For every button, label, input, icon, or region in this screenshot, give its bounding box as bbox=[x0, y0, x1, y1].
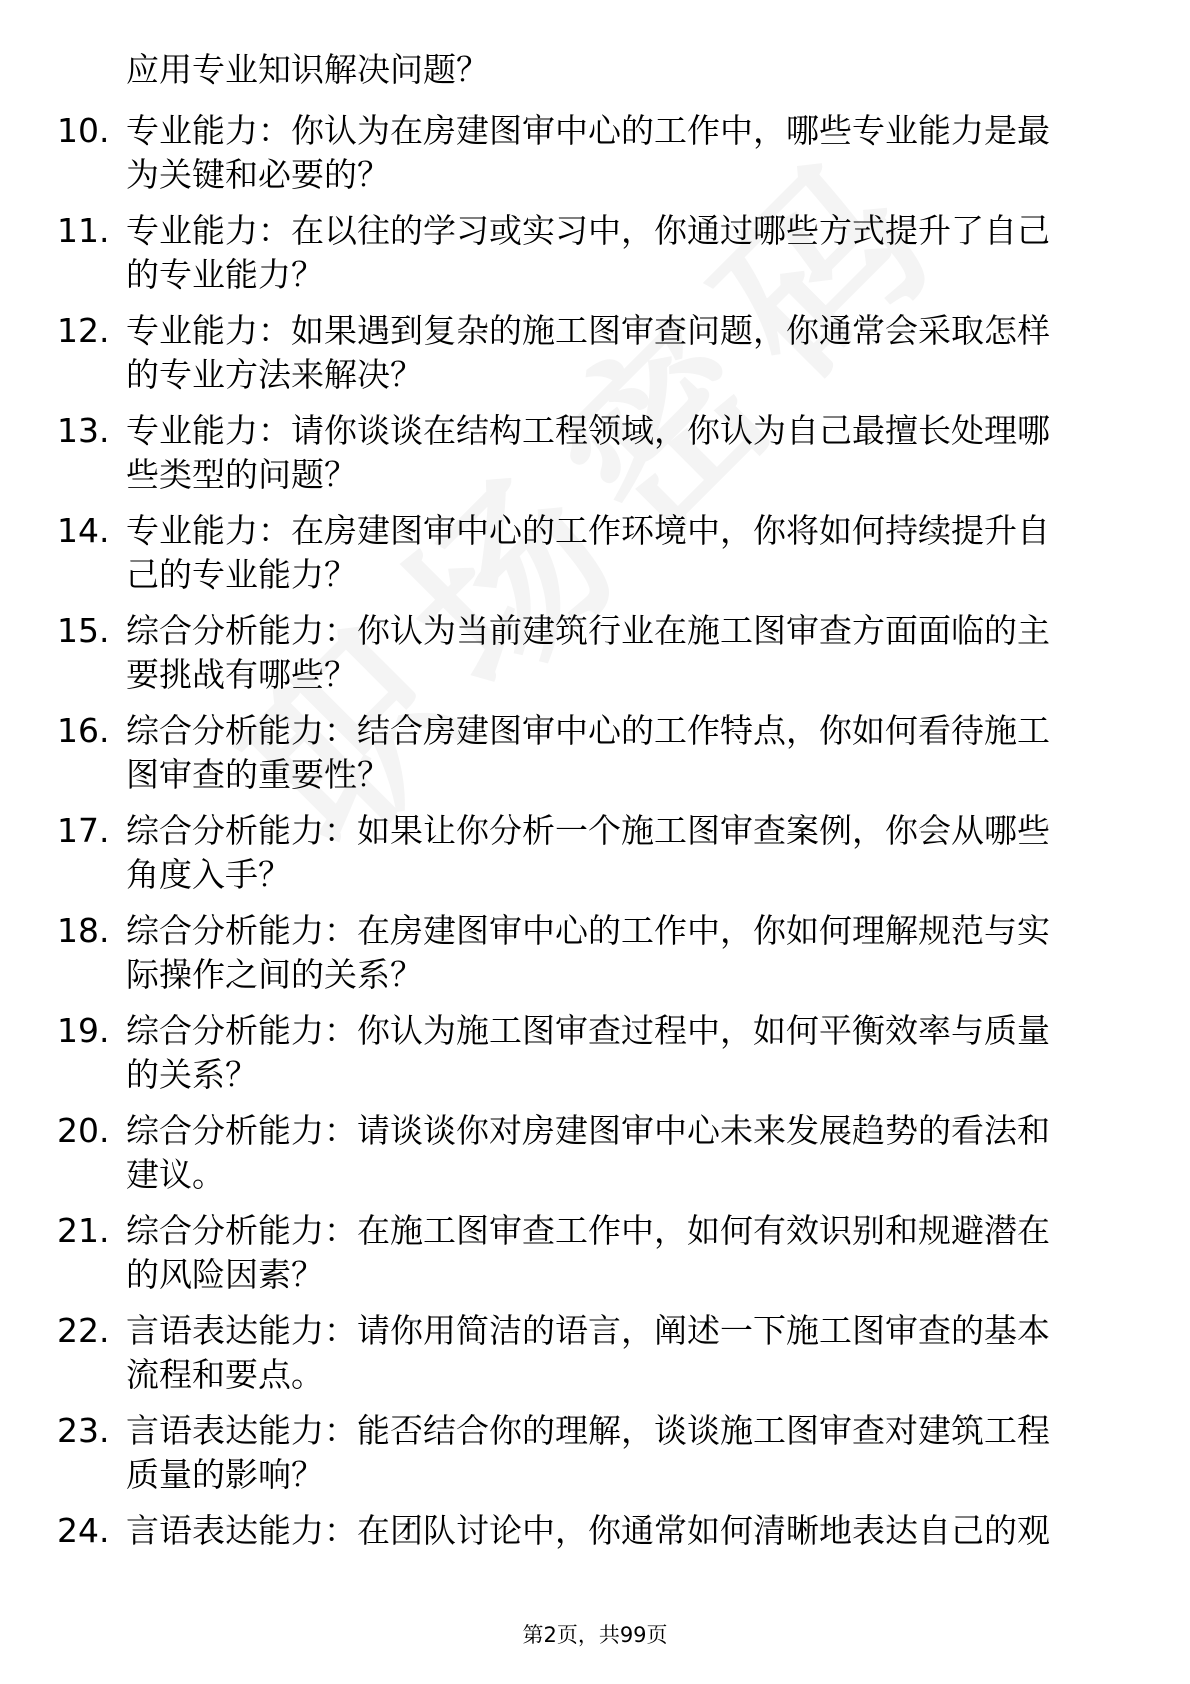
question-number: 19. bbox=[57, 1011, 110, 1050]
question-text bbox=[126, 1309, 1106, 1397]
question-item bbox=[0, 1409, 1190, 1509]
question-item bbox=[0, 309, 1190, 409]
question-text bbox=[126, 909, 1106, 997]
question-text bbox=[126, 209, 1106, 297]
question-item bbox=[0, 1309, 1190, 1409]
question-line: 专业能力：请你谈谈在结构工程领域，你认为自己最擅长处理哪 bbox=[126, 411, 1050, 450]
question-line: 流程和要点。 bbox=[126, 1355, 324, 1394]
question-line: 专业能力：如果遇到复杂的施工图审查问题，你通常会采取怎样 bbox=[126, 311, 1050, 350]
question-number: 21. bbox=[57, 1211, 110, 1250]
question-item bbox=[0, 1109, 1190, 1209]
question-text bbox=[126, 1109, 1106, 1197]
question-number: 24. bbox=[57, 1511, 110, 1550]
question-item bbox=[0, 809, 1190, 909]
page-number-footer: 第2页，共99页 bbox=[522, 1623, 668, 1647]
question-line: 际操作之间的关系？ bbox=[126, 955, 423, 994]
question-line: 要挑战有哪些？ bbox=[126, 655, 357, 694]
question-line: 角度入手？ bbox=[126, 855, 291, 894]
question-text bbox=[126, 809, 1106, 897]
question-number: 11. bbox=[57, 211, 110, 250]
question-line: 综合分析能力：请谈谈你对房建图审中心未来发展趋势的看法和 bbox=[126, 1111, 1050, 1150]
question-number: 12. bbox=[57, 311, 110, 350]
question-number: 15. bbox=[57, 611, 110, 650]
question-item bbox=[0, 909, 1190, 1009]
question-line: 综合分析能力：你认为施工图审查过程中，如何平衡效率与质量 bbox=[126, 1011, 1050, 1050]
question-item bbox=[0, 709, 1190, 809]
question-text bbox=[126, 309, 1106, 397]
question-line: 的风险因素？ bbox=[126, 1255, 324, 1294]
question-number: 13. bbox=[57, 411, 110, 450]
question-item bbox=[0, 1009, 1190, 1109]
question-line: 图审查的重要性？ bbox=[126, 755, 390, 794]
question-line: 专业能力：在房建图审中心的工作环境中，你将如何持续提升自 bbox=[126, 511, 1050, 550]
continued-question-text: 应用专业知识解决问题？ bbox=[126, 50, 489, 89]
question-line: 的关系？ bbox=[126, 1055, 258, 1094]
question-item bbox=[0, 409, 1190, 509]
question-number: 22. bbox=[57, 1311, 110, 1350]
question-line: 综合分析能力：在施工图审查工作中，如何有效识别和规避潜在 bbox=[126, 1211, 1050, 1250]
question-line: 专业能力：你认为在房建图审中心的工作中，哪些专业能力是最 bbox=[126, 111, 1050, 150]
question-item bbox=[0, 1209, 1190, 1309]
question-line: 言语表达能力：能否结合你的理解，谈谈施工图审查对建筑工程 bbox=[126, 1411, 1050, 1450]
question-text bbox=[126, 1209, 1106, 1297]
question-number: 16. bbox=[57, 711, 110, 750]
question-text bbox=[126, 509, 1106, 597]
question-line: 言语表达能力：在团队讨论中，你通常如何清晰地表达自己的观 bbox=[126, 1511, 1050, 1550]
question-text bbox=[126, 709, 1106, 797]
question-number: 20. bbox=[57, 1111, 110, 1150]
question-item bbox=[0, 1509, 1190, 1609]
question-number: 10. bbox=[57, 111, 110, 150]
question-item bbox=[0, 109, 1190, 209]
question-line: 综合分析能力：在房建图审中心的工作中，你如何理解规范与实 bbox=[126, 911, 1050, 950]
question-number: 14. bbox=[57, 511, 110, 550]
question-list bbox=[0, 109, 1190, 1609]
question-text bbox=[126, 1509, 1106, 1553]
question-line: 专业能力：在以往的学习或实习中，你通过哪些方式提升了自己 bbox=[126, 211, 1050, 250]
question-number: 18. bbox=[57, 911, 110, 950]
question-line: 建议。 bbox=[126, 1155, 225, 1194]
question-text bbox=[126, 1409, 1106, 1497]
question-line: 综合分析能力：结合房建图审中心的工作特点，你如何看待施工 bbox=[126, 711, 1050, 750]
question-line: 为关键和必要的？ bbox=[126, 155, 390, 194]
question-line: 己的专业能力？ bbox=[126, 555, 357, 594]
question-text bbox=[126, 1009, 1106, 1097]
question-item bbox=[0, 209, 1190, 309]
question-line: 综合分析能力：如果让你分析一个施工图审查案例，你会从哪些 bbox=[126, 811, 1050, 850]
question-line: 综合分析能力：你认为当前建筑行业在施工图审查方面面临的主 bbox=[126, 611, 1050, 650]
question-item bbox=[0, 509, 1190, 609]
question-item bbox=[0, 609, 1190, 709]
question-line: 些类型的问题？ bbox=[126, 455, 357, 494]
question-text bbox=[126, 409, 1106, 497]
question-line: 质量的影响？ bbox=[126, 1455, 324, 1494]
question-line: 言语表达能力：请你用简洁的语言，阐述一下施工图审查的基本 bbox=[126, 1311, 1050, 1350]
question-line: 的专业方法来解决？ bbox=[126, 355, 423, 394]
question-text bbox=[126, 609, 1106, 697]
question-number: 17. bbox=[57, 811, 110, 850]
question-number: 23. bbox=[57, 1411, 110, 1450]
question-text bbox=[126, 109, 1106, 197]
question-line: 的专业能力？ bbox=[126, 255, 324, 294]
